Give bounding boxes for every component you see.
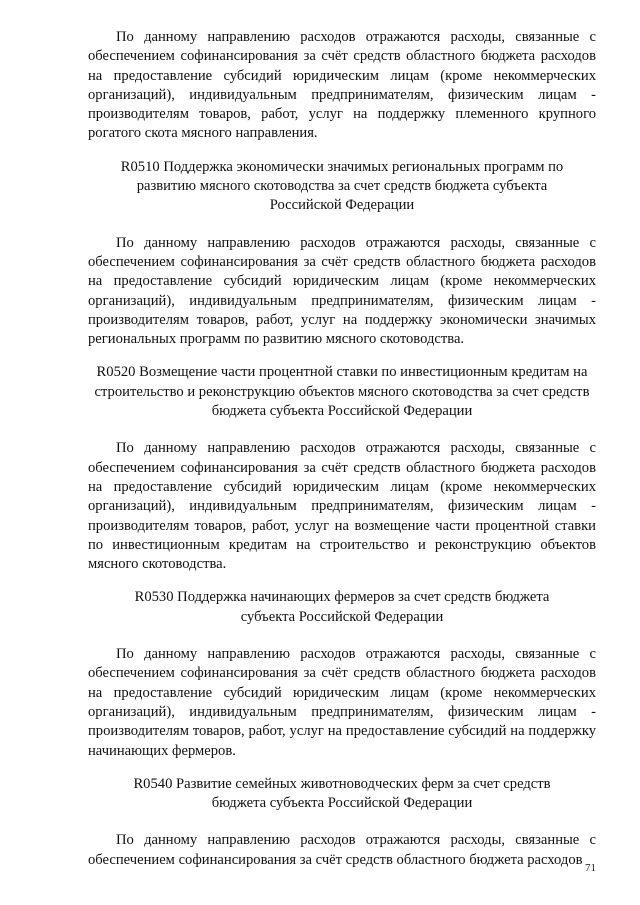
spacer [88, 349, 596, 363]
paragraph-r0530: По данному направлению расходов отражаются расходы, связанные с обеспечением софинансирования за счёт средств областного бюджета расходов на предоставление субсидий юридическим лицам (кроме некоммерческих организаций), индивидуальным предпринимателям, физическим лицам - производителям товаров, работ, услуг на предоставление субсидий на поддержку начинающих фермеров. [88, 646, 596, 759]
page-number: 71 [585, 862, 596, 874]
spacer [88, 761, 596, 775]
section-heading-r0510: R0510 Поддержка экономически значимых региональных программ по развитию мясного скотоводства за счет средств бюджета субъекта Российской Федерации [120, 158, 564, 214]
section-heading-r0520: R0520 Возмещение части процентной ставки по инвестиционным кредитам на строительство и реконструкцию объектов мясного скотоводства за счет средств бюджета субъекта Российской Федерации [94, 364, 590, 420]
section-heading-r0530: R0530 Поддержка начинающих фермеров за счет средств бюджета субъекта Российской Федерации [134, 589, 550, 625]
paragraph-intro: По данному направлению расходов отражаются расходы, связанные с обеспечением софинансирования за счёт средств областного бюджета расходов на предоставление субсидий юридическим лицам (кроме некоммерческих организаций), индивидуальным предпринимателям, физическим лицам - производителям товаров, работ, услуг на поддержку племенного крупного рогатого скота мясного направления. [88, 29, 596, 142]
spacer [88, 627, 596, 645]
spacer [88, 574, 596, 588]
paragraph-r0510: По данному направлению расходов отражаются расходы, связанные с обеспечением софинансирования за счёт средств областного бюджета расходов на предоставление субсидий юридическим лицам (кроме некоммерческих организаций), индивидуальным предпринимателям, физическим лицам - производителям товаров, работ, услуг на поддержку экономически значимых региональных программ по развитию мясного скотоводства. [88, 234, 596, 348]
spacer [88, 216, 596, 234]
spacer [88, 813, 596, 831]
paragraph-r0540: По данному направлению расходов отражаются расходы, связанные с обеспечением софинансирования за счёт средств областного бюджета расходов [88, 832, 596, 868]
spacer [88, 144, 596, 158]
section-heading-r0540: R0540 Развитие семейных животноводческих ферм за счет средств бюджета субъекта Российской Федерации [133, 775, 551, 812]
paragraph-r0520: По данному направлению расходов отражаются расходы, связанные с обеспечением софинансирования за счёт средств областного бюджета расходов на предоставление субсидий юридическим лицам (кроме некоммерческих организаций), индивидуальным предпринимателям, физическим лицам - производителям товаров, работ, услуг на возмещение части процентной ставки по инвестиционным кредитам на строительство и реконструкцию объектов мясного скотоводства. [88, 440, 596, 573]
spacer [88, 421, 596, 439]
document-body [88, 28, 596, 870]
